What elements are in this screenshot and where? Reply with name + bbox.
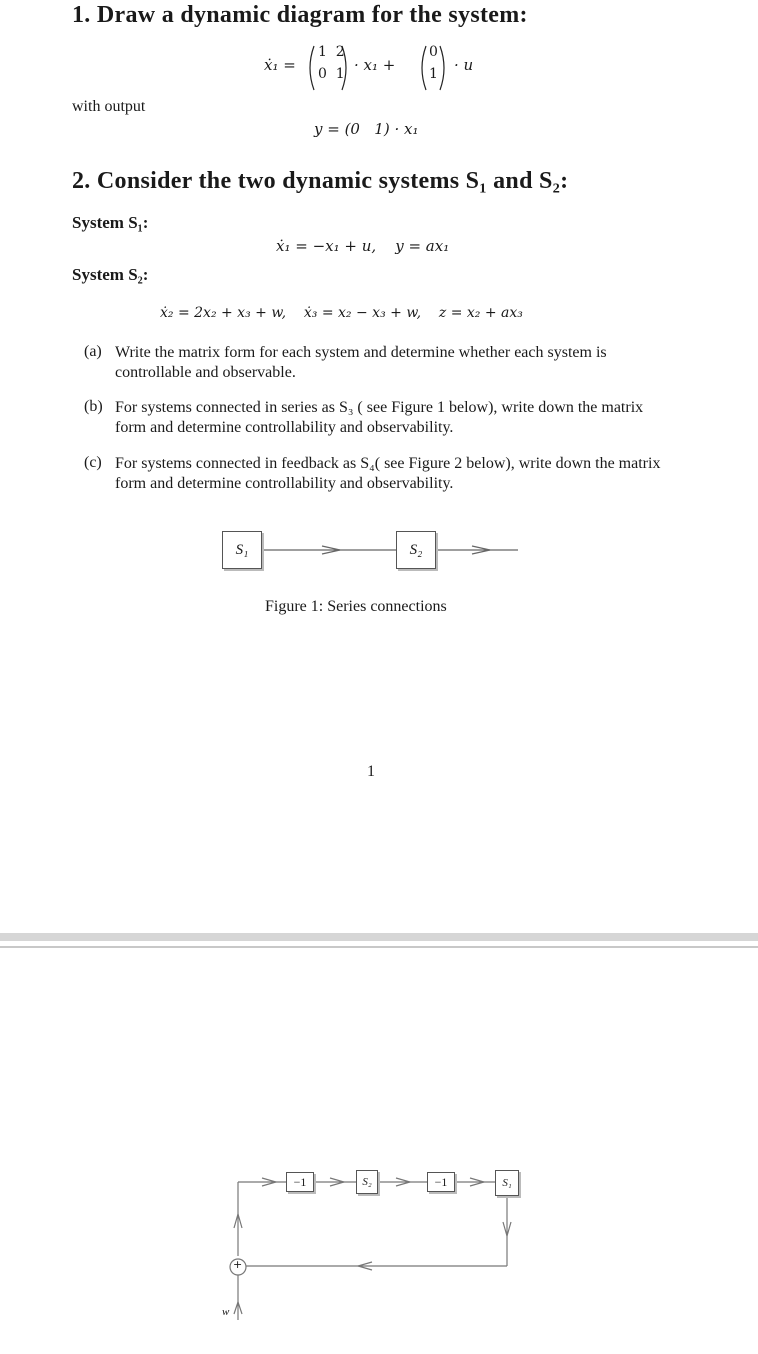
figure2-s2-box: S₂ bbox=[356, 1170, 378, 1194]
system-s2-equation: ẋ₂ = 2x₂ + x₃ + w, ẋ₃ = x₂ − x₃ + w, z = x₂ + ax₃ bbox=[160, 305, 523, 321]
figure2-gain2-box: −1 bbox=[427, 1172, 455, 1192]
q1-eq-mid: · x₁ + bbox=[354, 56, 396, 74]
item-a-text: Write the matrix form for each system and determine whether each system is controllable and observable. bbox=[115, 344, 607, 381]
with-output-label: with output bbox=[72, 98, 146, 115]
figure1-connections bbox=[0, 520, 758, 580]
q1-matrix-row2: 0 1 bbox=[318, 66, 345, 82]
q1-output-equation: y = (0 1) · x₁ bbox=[314, 120, 419, 138]
page-number: 1 bbox=[367, 763, 375, 780]
page-divider-line bbox=[0, 946, 758, 948]
question-1-title: 1. Draw a dynamic diagram for the system: bbox=[72, 2, 528, 28]
item-b-text: For systems connected in series as S₃ ( see Figure 1 below), write down the matrix form and determine controllability and observability. bbox=[115, 399, 644, 436]
system-s1-label: System S₁: bbox=[72, 213, 149, 232]
item-c-text: For systems connected in feedback as S₄( see Figure 2 below), write down the matrix form and determine controllability and observability. bbox=[115, 455, 661, 492]
figure1-caption: Figure 1: Series connections bbox=[265, 598, 447, 615]
item-c-label: (c) bbox=[84, 454, 102, 471]
q1-eq-tail: · u bbox=[454, 56, 474, 74]
q1-eq-lhs: ẋ₁ = bbox=[264, 56, 296, 74]
question-2-title: 2. Consider the two dynamic systems S₁ and S₂: bbox=[72, 168, 569, 194]
q1-matrix-row1: 1 2 bbox=[318, 44, 345, 60]
system-s1-equation: ẋ₁ = −x₁ + u, y = ax₁ bbox=[276, 237, 450, 255]
page-divider bbox=[0, 933, 758, 941]
figure2-feedback-diagram bbox=[0, 1160, 758, 1330]
figure2-input-w: w bbox=[222, 1306, 230, 1318]
item-a-label: (a) bbox=[84, 343, 102, 360]
q1-vector-bottom: 1 bbox=[429, 66, 438, 82]
figure1-s2-box: S₂ bbox=[396, 531, 436, 569]
figure2-gain1-box: −1 bbox=[286, 1172, 314, 1192]
q1-vector-top: 0 bbox=[429, 44, 438, 60]
item-b-label: (b) bbox=[84, 398, 103, 415]
q1-state-equation bbox=[264, 44, 504, 92]
figure2-s1-box: S₁ bbox=[495, 1170, 519, 1196]
system-s2-label: System S₂: bbox=[72, 265, 149, 284]
figure2-sum-sign: + bbox=[233, 1258, 243, 1271]
figure1-s1-box: S₁ bbox=[222, 531, 262, 569]
